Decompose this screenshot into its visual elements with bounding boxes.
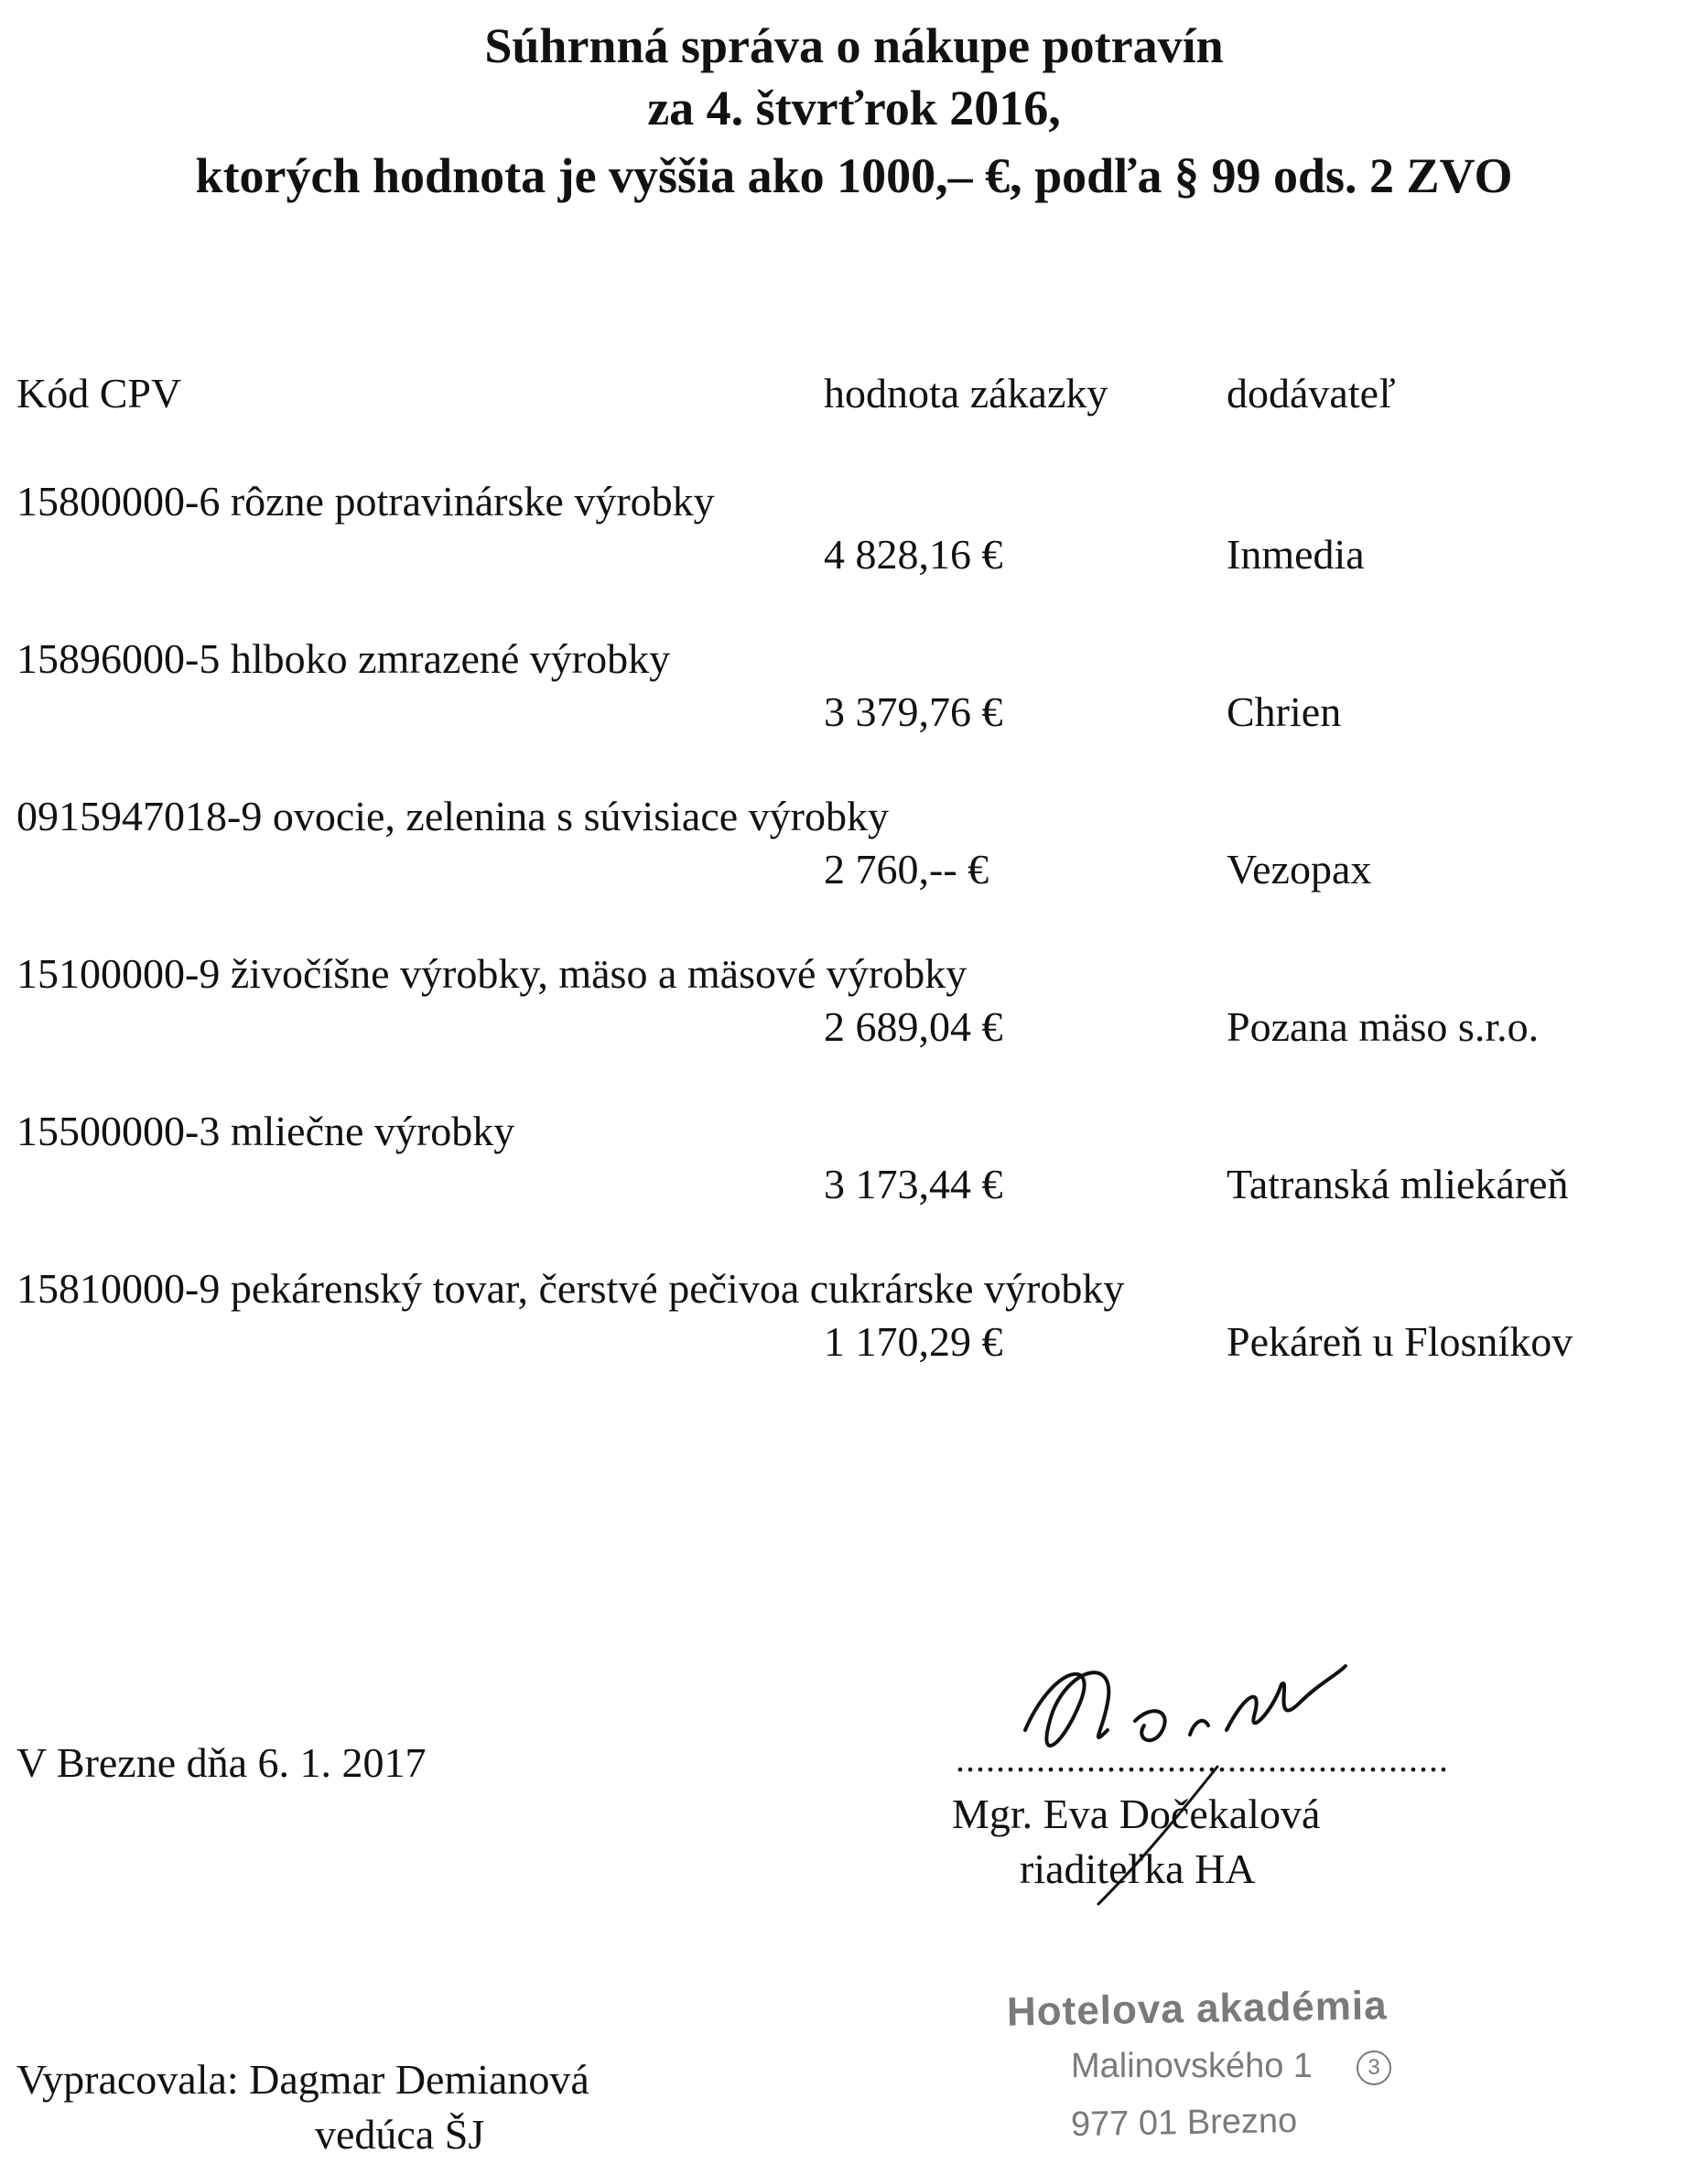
signatory-name: Mgr. Eva Dočekalová: [952, 1791, 1321, 1837]
signature-line: .................................................: [956, 1738, 1449, 1780]
document-title-line-2: za 4. štvrťrok 2016,: [647, 81, 1061, 135]
row-supplier: Tatranská mliekáreň: [1227, 1161, 1569, 1207]
row-supplier: Inmedia: [1227, 531, 1365, 578]
prepared-by: Vypracovala: Dagmar Demianová: [16, 2056, 589, 2103]
stamp-street: Malinovského 1: [1071, 2047, 1313, 2085]
stamp-number: 3: [1357, 2050, 1391, 2085]
header-supplier: dodávateľ: [1227, 370, 1396, 417]
document-title-line-1: Súhrnná správa o nákupe potravín: [484, 18, 1224, 73]
row-supplier: Chrien: [1227, 688, 1342, 735]
row-code: 15500000-3 mliečne výrobky: [16, 1108, 515, 1154]
row-code: 15100000-9 živočíšne výrobky, mäso a mäsové výrobky: [16, 950, 968, 997]
row-value: 3 173,44 €: [824, 1161, 1003, 1207]
row-value: 2 760,-- €: [824, 846, 989, 893]
place-date: V Brezne dňa 6. 1. 2017: [16, 1739, 427, 1786]
row-code: 15810000-9 pekárenský tovar, čerstvé pečivoa cukrárske výrobky: [16, 1265, 1125, 1312]
header-cpv-code: Kód CPV: [16, 370, 182, 417]
row-value: 3 379,76 €: [824, 688, 1003, 735]
row-value: 4 828,16 €: [824, 531, 1003, 578]
row-code: 15800000-6 rôzne potravinárske výrobky: [16, 478, 715, 525]
signatory-role: riaditeľka HA: [1020, 1845, 1256, 1892]
prepared-by-role: vedúca ŠJ: [315, 2111, 485, 2158]
row-value: 2 689,04 €: [824, 1003, 1003, 1050]
row-supplier: Pozana mäso s.r.o.: [1227, 1003, 1540, 1050]
document-title-line-3: ktorých hodnota je vyššia ako 1000,– €, podľa § 99 ods. 2 ZVO: [195, 148, 1513, 203]
row-code: 15896000-5 hlboko zmrazené výrobky: [16, 635, 671, 682]
institution-stamp: [998, 1983, 1437, 2160]
row-supplier: Pekáreň u Flosníkov: [1227, 1318, 1573, 1365]
row-code: 0915947018-9 ovocie, zelenina s súvisiace výrobky: [16, 793, 889, 839]
row-supplier: Vezopax: [1227, 846, 1372, 893]
stamp-institution-name: Hotelova akadémia: [1006, 1983, 1389, 2035]
row-value: 1 170,29 €: [824, 1318, 1003, 1365]
header-contract-value: hodnota zákazky: [824, 370, 1108, 417]
stamp-city: 977 01 Brezno: [1070, 2101, 1298, 2145]
